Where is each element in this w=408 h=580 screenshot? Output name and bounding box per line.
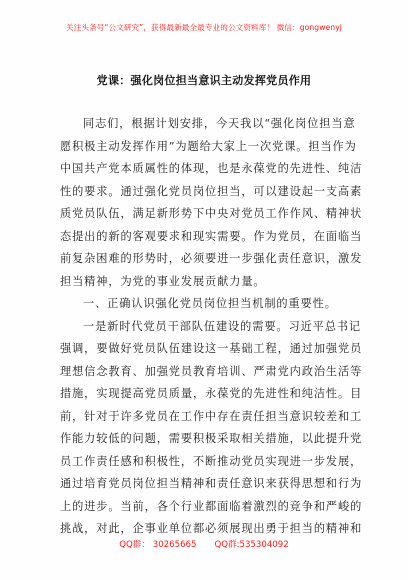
paragraph-line: 中国共产党本质属性的体现，也是永葆党的先进性、纯洁 xyxy=(60,162,363,175)
paragraph-line: 态提出的新的客观要求和现实需要。作为党员，在面临当 xyxy=(60,229,363,243)
footer-contact xyxy=(0,538,408,550)
paragraph-line: 担当精神，为党的事业发展贡献力量。 xyxy=(60,274,266,288)
footer-qq-group-1: QQ群： 30265665 xyxy=(119,540,197,550)
paragraph-line: 措施，实现提高党员质量，永葆党的先进性和纯洁性。目 xyxy=(60,387,363,400)
paragraph-line: 员工作责任感和积极性，不断推动党员实现进一步发展， xyxy=(60,454,363,468)
paragraph-line: 同志们，根据计划安排，今天我以“强化岗位担当意 xyxy=(83,117,356,130)
page-title: 党课：强化岗位担当意识主动发挥党员作用 xyxy=(96,74,312,87)
paragraph-line: 强调，要做好党员队伍建设这一基础工程，通过加强党员 xyxy=(60,342,363,355)
paragraph-line: 作能力较低的问题，需要积极采取相关措施，以此提升党 xyxy=(60,432,363,445)
paragraph-line: 挑战，对此，企事业单位都必须展现出勇于担当的精神和 xyxy=(60,522,363,535)
paragraph-line: 一是新时代党员干部队伍建设的需要。习近平总书记 xyxy=(83,319,362,333)
paragraph-line: 前复杂困难的形势时，必须要进一步强化责任意识，激发 xyxy=(60,252,363,265)
paragraph-line: 通过培育党员岗位担当精神和责任意识来获得思想和行为 xyxy=(60,477,363,490)
header-banner: 关注头条号“公文研究”，获得最新最全最专业的公文资料库！ 微信：gongwenyj xyxy=(66,23,342,32)
paragraph-line: 愿积极主动发挥作用”为题给大家上一次党课。担当作为 xyxy=(60,139,357,153)
paragraph-line: 质党员队伍，满足新形势下中央对党员工作作风、精神状 xyxy=(60,207,363,220)
paragraph-line: 上的进步。当前，各个行业都面临着激烈的竞争和严峻的 xyxy=(60,499,363,513)
footer-qq-group-2: QQ群:535304092 xyxy=(214,540,289,550)
paragraph-line: 理想信念教育、加强党员教育培训、严肃党内政治生活等 xyxy=(60,364,363,378)
document-body xyxy=(60,113,363,541)
paragraph-line: 前，针对于许多党员在工作中存在责任担当意识较差和工 xyxy=(60,409,363,423)
paragraph-line: 性的要求。通过强化党员岗位担当，可以建设起一支高素 xyxy=(60,184,363,198)
section-heading: 一、正确认识强化党员岗位担当机制的重要性。 xyxy=(83,297,337,310)
